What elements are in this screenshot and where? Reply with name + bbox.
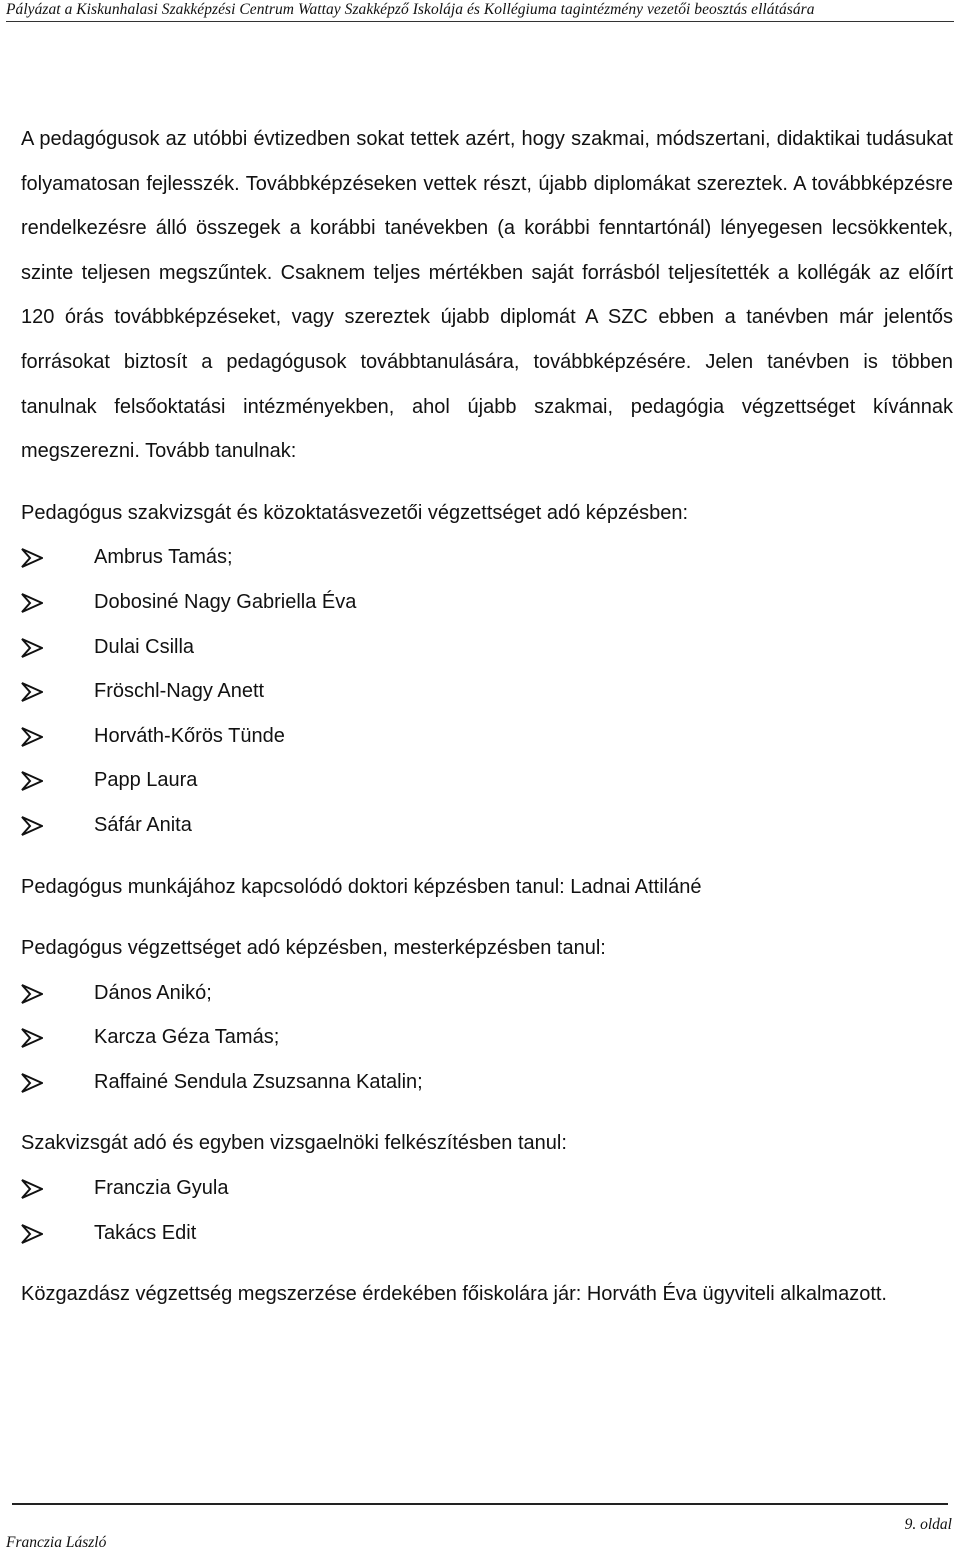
list-item <box>21 1015 953 1060</box>
list-item-text: Sáfár Anita <box>94 813 192 836</box>
list-item <box>21 1166 953 1211</box>
list-item <box>21 803 953 848</box>
list-item-text: Horváth-Kőrös Tünde <box>94 724 285 747</box>
footer-divider <box>12 1503 948 1505</box>
list-item-text: Ambrus Tamás; <box>94 546 233 569</box>
arrowhead-bullet-icon <box>21 984 43 1004</box>
list-item <box>21 714 953 759</box>
list-item-text: Franczia Gyula <box>94 1177 229 1200</box>
section2-heading: Pedagógus végzettséget adó képzésben, mesterképzésben tanul: <box>21 937 606 960</box>
list-item-text: Karcza Géza Tamás; <box>94 1026 280 1049</box>
document-body <box>21 117 953 1317</box>
page-header <box>0 0 960 24</box>
arrowhead-bullet-icon <box>21 771 43 791</box>
page-number: 9. oldal <box>904 1516 952 1533</box>
list-item <box>21 1060 953 1105</box>
header-title: Pályázat a Kiskunhalasi Szakképzési Centrum Wattay Szakképző Iskolája és Kollégiuma tagintézmény vezetői beosztás ellátására <box>6 1 815 18</box>
arrowhead-bullet-icon <box>21 1028 43 1048</box>
arrowhead-bullet-icon <box>21 638 43 658</box>
list-item <box>21 535 953 580</box>
list-item-text: Raffainé Sendula Zsuzsanna Katalin; <box>94 1070 423 1093</box>
section3-heading: Szakvizsgát adó és egyben vizsgaelnöki felkészítésben tanul: <box>21 1132 567 1155</box>
arrowhead-bullet-icon <box>21 1224 43 1244</box>
list-item-text: Dános Anikó; <box>94 981 212 1004</box>
arrowhead-bullet-icon <box>21 593 43 613</box>
list-item <box>21 625 953 670</box>
section3-list <box>21 1166 953 1255</box>
final-paragraph: Közgazdász végzettség megszerzése érdekében főiskolára jár: Horváth Éva ügyviteli alkalmazott. <box>21 1283 887 1306</box>
arrowhead-bullet-icon <box>21 1179 43 1199</box>
list-item <box>21 971 953 1016</box>
header-divider <box>6 21 954 22</box>
list-item-text: Takács Edit <box>94 1221 197 1244</box>
doctoral-line: Pedagógus munkájához kapcsolódó doktori képzésben tanul: Ladnai Attiláné <box>21 875 702 898</box>
arrowhead-bullet-icon <box>21 816 43 836</box>
list-item <box>21 758 953 803</box>
arrowhead-bullet-icon <box>21 548 43 568</box>
list-item-text: Dulai Csilla <box>94 635 195 658</box>
intro-paragraph: A pedagógusok az utóbbi évtizedben sokat tettek azért, hogy szakmai, módszertani, didaktikai tudásukat folyamatosan fejlesszék. Továbbképzéseken vettek részt, újabb diplomákat szereztek. A továbbképzésre rendelkezésre álló összegek a korábbi tanévekben (a korábbi fenntartónál) lényegesen lecsökkentek, szinte teljesen megszűntek. Csaknem teljes mértékben saját forrásból teljesítették a kollégák az előírt 120 órás továbbképzéseket, vagy szereztek újabb diplomát A SZC ebben a tanévben már jelentős forrásokat biztosít a pedagógusok továbbtanulására, továbbképzésére. Jelen tanévben is többen tanulnak felsőoktatási intézményekben, ahol újabb szakmai, pedagógia végzettséget kívánnak megszerezni. Tovább tanulnak: <box>21 128 953 463</box>
list-item-text: Papp Laura <box>94 769 198 792</box>
arrowhead-bullet-icon <box>21 1073 43 1093</box>
section1-heading: Pedagógus szakvizsgát és közoktatásvezetői végzettséget adó képzésben: <box>21 501 689 524</box>
section2-list <box>21 971 953 1105</box>
arrowhead-bullet-icon <box>21 727 43 747</box>
section1-list <box>21 535 953 847</box>
list-item-text: Fröschl-Nagy Anett <box>94 680 265 703</box>
arrowhead-bullet-icon <box>21 682 43 702</box>
list-item <box>21 580 953 625</box>
list-item <box>21 1211 953 1256</box>
list-item <box>21 669 953 714</box>
list-item-text: Dobosiné Nagy Gabriella Éva <box>94 590 357 613</box>
footer-author: Franczia László <box>6 1534 107 1551</box>
